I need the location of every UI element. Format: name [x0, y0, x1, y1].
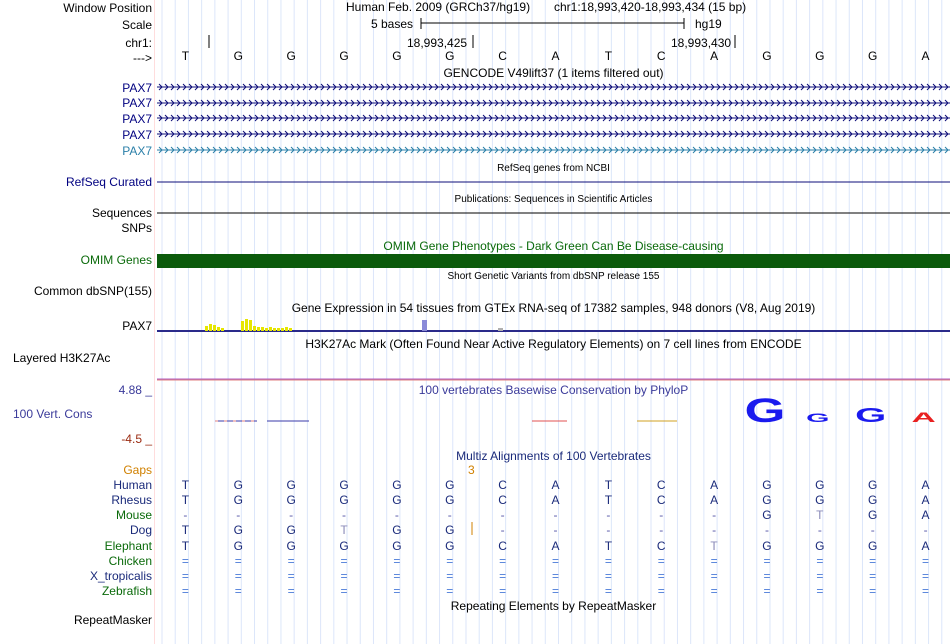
logo-letter: G [806, 410, 830, 425]
logo-letter: G [855, 403, 887, 427]
common-dbsnp-label[interactable]: Common dbSNP(155) [33, 284, 152, 298]
cons-min-label: -4.5 _ [121, 432, 152, 446]
refseq-track-title[interactable]: RefSeq genes from NCBI [497, 163, 610, 174]
gencode-item-pax7-5[interactable]: PAX7 [122, 144, 152, 158]
scale-db: hg19 [695, 17, 722, 31]
species-xtrop-label[interactable]: X_tropicalis [89, 569, 152, 583]
gap-count: 3 [468, 463, 475, 477]
phylop-track-title[interactable]: 100 vertebrates Basewise Conservation by PhyloP [418, 383, 689, 397]
h3k27ac-track-title[interactable]: H3K27Ac Mark (Often Found Near Active Regulatory Elements) on 7 cell lines from ENCODE [305, 337, 802, 351]
species-elephant-label[interactable]: Elephant [104, 539, 152, 553]
position-readout: chr1:18,993,420-18,993,434 (15 bp) [554, 0, 747, 14]
species-human-label[interactable]: Human [113, 478, 152, 492]
genome-browser-image[interactable]: Human Feb. 2009 (GRCh37/hg19) chr1:18,993,420-18,993,434 (15 bp) 5 bases hg19 18,993,425 18,993,430 GENCODE V49lift37 (1 items filtered out) RefSeq genes from NCBI Publications: Sequences in Scientific Articles OMIM Gene Phenotypes - Dark Green Can Be Disease-causing Short Genetic Variants from dbSNP release 155 Gene Expression in 54 tissues from GTEx RNA-seq of 17382 samples, 948 donors (V8, Aug 2019) H3K27Ac Mark (Often Found Near Active Regulatory Elements) on 7 cell lines from ENCODE 100 vertebrates Basewise Conservation by PhyloP G G G A Multiz Alignments of 100 Vertebrates 3 Repeating Elements by RepeatMasker T G G G G G C A T C A G G G A T G G G G G C A T C A G G G A T G G G G G C A T C A G G G A - - - - - - - - - - - G T G A T G G T G G - - - - - - - - - T G G G G G C A T C T G G G A = = = = = = = = = = = = = = = = = = = = = = = = = = = = = = = = = = = = = = = = = = = = = [157, 0, 950, 644]
omim-track-title[interactable]: OMIM Gene Phenotypes - Dark Green Can Be Disease-causing [383, 239, 724, 253]
logo-letter: A [911, 410, 936, 426]
repeatmasker-label[interactable]: RepeatMasker [73, 613, 152, 627]
multiz-track-title[interactable]: Multiz Alignments of 100 Vertebrates [456, 449, 651, 463]
vert-cons-label[interactable]: 100 Vert. Cons [13, 407, 93, 421]
species-rhesus-label[interactable]: Rhesus [111, 493, 152, 507]
species-dog-label[interactable]: Dog [129, 523, 152, 537]
dbsnp-track-title[interactable]: Short Genetic Variants from dbSNP release 155 [447, 271, 660, 282]
repeatmasker-track-title[interactable]: Repeating Elements by RepeatMasker [450, 599, 657, 613]
species-chicken-label[interactable]: Chicken [108, 554, 152, 568]
coord-tick-1: 18,993,425 [407, 36, 468, 50]
cons-max-label: 4.88 _ [118, 383, 152, 397]
gtex-track-title[interactable]: Gene Expression in 54 tissues from GTEx RNA-seq of 17382 samples, 948 donors (V8, Aug 2019) [291, 301, 816, 315]
scale-label[interactable]: Scale [121, 18, 152, 32]
window-position-label[interactable]: Window Position [63, 1, 152, 15]
refseq-curated-label[interactable]: RefSeq Curated [65, 175, 152, 189]
gencode-item-pax7-3[interactable]: PAX7 [122, 112, 152, 126]
gencode-item-pax7-2[interactable]: PAX7 [122, 96, 152, 110]
species-mouse-label[interactable]: Mouse [115, 508, 152, 522]
sequences-label[interactable]: Sequences [91, 206, 152, 220]
assembly-title: Human Feb. 2009 (GRCh37/hg19) [346, 0, 531, 14]
logo-letter: G [744, 392, 786, 430]
gaps-label[interactable]: Gaps [123, 463, 152, 477]
snps-label[interactable]: SNPs [121, 221, 152, 235]
track-label-column [0, 0, 153, 644]
layered-h3k27ac-label[interactable]: Layered H3K27Ac [13, 351, 111, 365]
strand-label[interactable]: ---> [133, 51, 152, 65]
coord-tick-2: 18,993,430 [671, 36, 732, 50]
chrom-label[interactable]: chr1: [125, 36, 152, 50]
gencode-item-pax7-4[interactable]: PAX7 [122, 128, 152, 142]
label-divider [154, 0, 155, 644]
publications-track-title[interactable]: Publications: Sequences in Scientific Articles [454, 194, 653, 205]
gencode-track-title[interactable]: GENCODE V49lift37 (1 items filtered out) [443, 66, 664, 80]
scale-text: 5 bases [371, 17, 414, 31]
gencode-item-pax7-1[interactable]: PAX7 [122, 81, 152, 95]
omim-genes-label[interactable]: OMIM Genes [80, 253, 152, 267]
gtex-pax7-label[interactable]: PAX7 [122, 319, 152, 333]
species-zebrafish-label[interactable]: Zebrafish [101, 584, 152, 598]
